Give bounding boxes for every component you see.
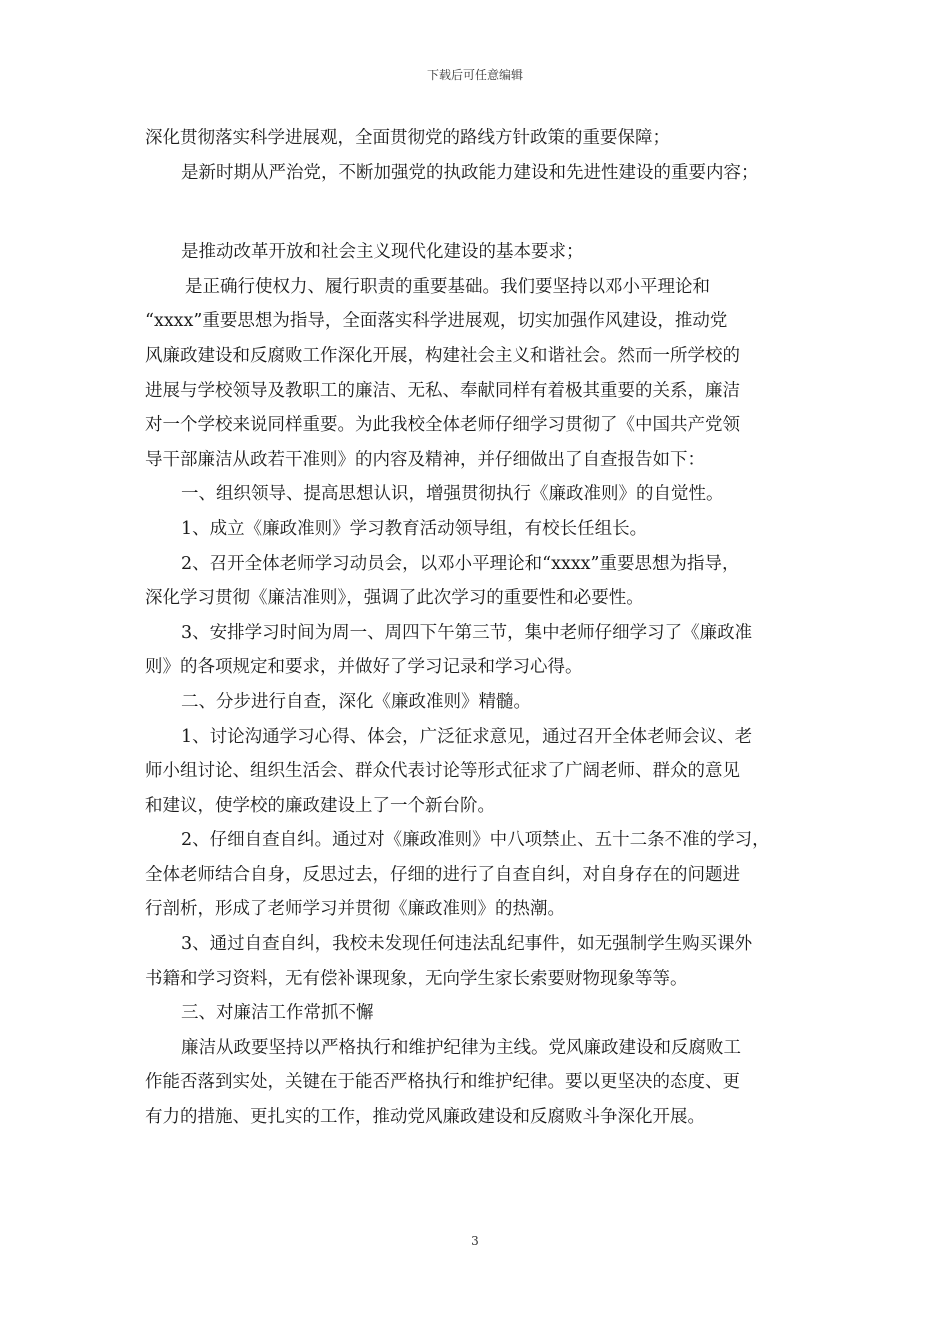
text-line: 则》的各项规定和要求，并做好了学习记录和学习心得。 (145, 657, 583, 678)
text-line: 书籍和学习资料，无有偿补课现象，无向学生家长索要财物现象等等。 (145, 968, 688, 989)
text-line: 有力的措施、更扎实的工作，推动党风廉政建设和反腐败斗争深化开展。 (145, 1107, 705, 1128)
text-line: 师小组讨论、组织生活会、群众代表讨论等形式征求了广阔老师、群众的意见 (145, 761, 740, 782)
text-line: 和建议，使学校的廉政建设上了一个新台阶。 (145, 795, 495, 816)
section-heading: 二、分步进行自查，深化《廉政准则》精髓。 (181, 691, 531, 712)
text-line: 是正确行使权力、履行职责的重要基础。我们要坚持以邓小平理论和 (185, 276, 710, 297)
text-line: 行剖析，形成了老师学习并贯彻《廉政准则》的热潮。 (145, 899, 565, 920)
text-line: 进展与学校领导及教职工的廉洁、无私、奉献同样有着极其重要的关系，廉洁 (145, 380, 740, 401)
text-line: 深化学习贯彻《廉洁准则》，强调了此次学习的重要性和必要性。 (145, 588, 644, 609)
text-line: 1、成立《廉政准则》学习教育活动领导组，有校长任组长。 (181, 518, 648, 539)
page-header: 下载后可任意编辑 (426, 68, 523, 82)
text-line: 深化贯彻落实科学进展观，全面贯彻党的路线方针政策的重要保障； (145, 128, 670, 148)
text-line: “xxxx”重要思想为指导，全面落实科学进展观，切实加强作风建设，推动党 (145, 311, 728, 332)
document-body (145, 121, 810, 1135)
section-heading: 一、组织领导、提高思想认识，增强贯彻执行《廉政准则》的自觉性。 (181, 484, 724, 505)
text-line: 对一个学校来说同样重要。为此我校全体老师仔细学习贯彻了《中国共产党领 (145, 415, 740, 436)
text-line: 全体老师结合自身，反思过去，仔细的进行了自查自纠，对自身存在的问题进 (145, 864, 740, 885)
text-line: 3、通过自查自纠，我校未发现任何违法乱纪事件，如无强制学生购买课外 (181, 934, 753, 955)
paragraph-gap (145, 190, 810, 235)
section-heading: 三、对廉洁工作常抓不懈 (181, 1003, 374, 1024)
text-line: 2、召开全体老师学习动员会，以邓小平理论和“xxxx”重要思想为指导， (181, 553, 740, 574)
text-line: 1、讨论沟通学习心得、体会，广泛征求意见，通过召开全体老师会议、老 (181, 726, 753, 747)
text-line: 是新时期从严治党，不断加强党的执政能力建设和先进性建设的重要内容； (181, 162, 759, 183)
text-line: 3、安排学习时间为周一、周四下午第三节，集中老师仔细学习了《廉政准 (181, 622, 753, 643)
text-line: 2、仔细自查自纠。通过对《廉政准则》中八项禁止、五十二条不准的学习， (181, 830, 770, 851)
page-number: 3 (471, 1234, 479, 1248)
text-line: 风廉政建设和反腐败工作深化开展，构建社会主义和谐社会。然而一所学校的 (145, 345, 740, 366)
text-line: 廉洁从政要坚持以严格执行和维护纪律为主线。党风廉政建设和反腐败工 (181, 1037, 741, 1058)
text-line: 导干部廉洁从政若干准则》的内容及精神，并仔细做出了自查报告如下： (145, 449, 705, 470)
text-line: 作能否落到实处，关键在于能否严格执行和维护纪律。要以更坚决的态度、更 (145, 1072, 740, 1093)
text-line: 是推动改革开放和社会主义现代化建设的基本要求； (181, 242, 584, 263)
